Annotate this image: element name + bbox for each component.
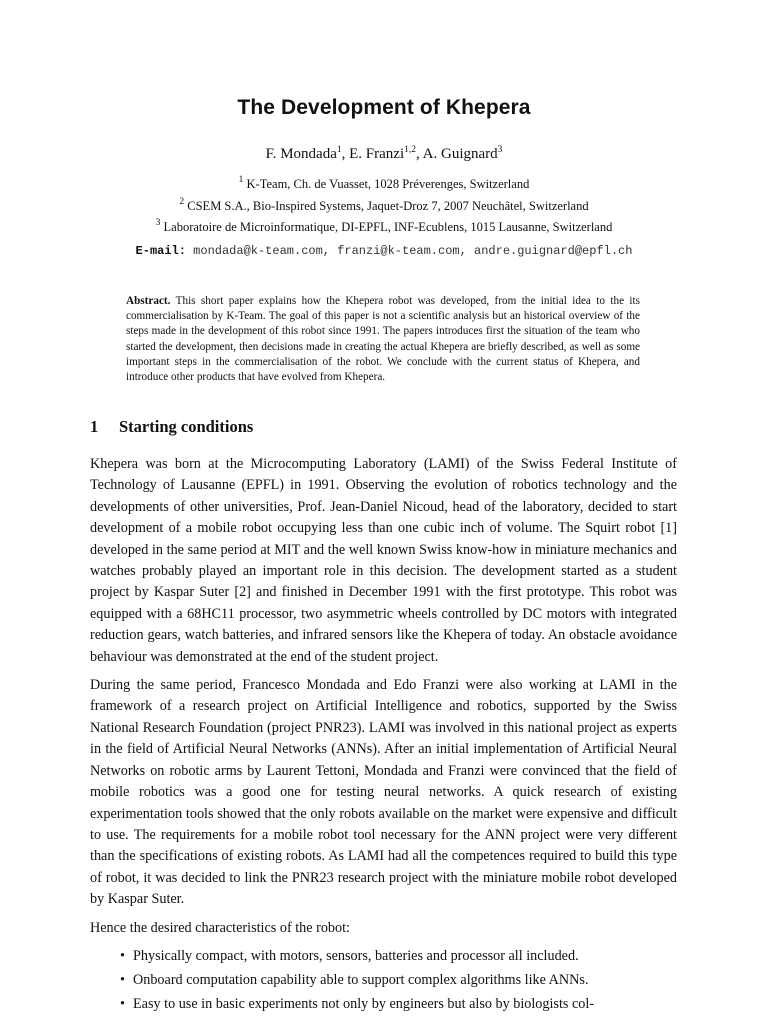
- body-paragraph: During the same period, Francesco Mondada and Edo Franzi were also working at LAMI in the framework of a research project on Artificial Intelligence and robotics, supported by the Swiss National Research Foundation (project PNR23). LAMI was involved in this national project as experts in the field of Artificial Neural Networks (ANNs). After an initial implementation of Artificial Neural Networks on robotic arms by Laurent Tettoni, Mondada and Franzi were convinced that the field of mobile robotics was a good one for testing neural networks. A quick research of existing experimentation tools showed that the only robots available on the market were expensive and difficult to use. The requirements for a mobile robot tool necessary for the ANN project were very different than the specifications of existing robots. As LAMI had all the competences required to build this type of robot, it was decided to link the PNR23 research project with the miniature mobile robot developed by Kaspar Suter.: [90, 677, 677, 908]
- affiliation-text: Laboratoire de Microinformatique, DI-EPFL, INF-Ecublens, 1015 Lausanne, Switzerland: [163, 220, 613, 234]
- author-name: E. Franzi: [349, 146, 405, 162]
- affiliation-marker: 2: [179, 197, 185, 207]
- affiliation-3: [0, 220, 768, 235]
- paper-title: The Development of Khepera: [237, 96, 531, 119]
- list-item: [90, 970, 677, 991]
- list-item-text: Physically compact, with motors, sensors, batteries and processor all included.: [133, 947, 579, 964]
- list-item: [90, 994, 677, 1015]
- list-item: [90, 946, 677, 967]
- bullet-icon: •: [120, 947, 125, 964]
- author-affiliation-marker: 1,2: [404, 145, 416, 155]
- abstract-text: This short paper explains how the Khepera robot was developed, from the initial idea to the its commercialisation by K-Team. The goal of this paper is not a scientific analysis but an historical overview of the steps made in the development of this robot since 1991. The papers introduces first the situation of the team who started the development, then decisions made in creating the actual Khepera are briefly described, as well as some important steps in the commercialisation of the robot. We conclude with the current status of Khepera, and introduce other products that have evolved from Khepera.: [126, 295, 640, 384]
- affiliation-marker: 1: [238, 175, 244, 185]
- abstract-label: Abstract.: [126, 295, 171, 307]
- section-body: [90, 454, 677, 1018]
- affiliation-text: K-Team, Ch. de Vuasset, 1028 Préverenges, Switzerland: [246, 177, 530, 191]
- abstract: [126, 294, 640, 385]
- author-separator: ,: [415, 146, 423, 162]
- body-paragraph: Hence the desired characteristics of the robot:: [90, 919, 350, 936]
- section-heading: [90, 417, 253, 437]
- author-affiliation-marker: 3: [497, 145, 503, 155]
- affiliation-2: [0, 199, 768, 214]
- author-name: A. Guignard: [422, 146, 498, 162]
- email-label: E-mail:: [135, 244, 186, 258]
- characteristics-list: [90, 946, 677, 1015]
- author-list: [0, 146, 768, 163]
- author-separator: ,: [341, 146, 350, 162]
- bullet-icon: •: [120, 971, 125, 988]
- list-item-text: Easy to use in basic experiments not only by engineers but also by biologists col-: [133, 995, 595, 1012]
- section-title: Starting conditions: [119, 417, 254, 436]
- affiliation-1: [0, 177, 768, 192]
- affiliation-text: CSEM S.A., Bio-Inspired Systems, Jaquet-Droz 7, 2007 Neuchâtel, Switzerland: [187, 199, 589, 213]
- email-line: [0, 244, 768, 258]
- body-paragraph: Khepera was born at the Microcomputing Laboratory (LAMI) of the Swiss Federal Institute of Technology of Lausanne (EPFL) in 1991. Observing the evolution of robotics technology and the developments of other universities, Prof. Jean-Daniel Nicoud, head of the laboratory, decided to start development of a mobile robot occupying less than one cubic inch of volume. The Squirt robot [1] developed in the same period at MIT and the well known Swiss know-how in miniature mechanics and watches probably played an important role in this decision. The development started as a student project by Kaspar Suter [2] and finished in December 1991 with the first prototype. This robot was equipped with a 68HC11 processor, two asymmetric wheels controlled by DC motors with integrated reduction gears, watch batteries, and infrared sensors like the Khepera of today. An obstacle avoidance behaviour was demonstrated at the end of the student project.: [90, 456, 677, 665]
- section-number: 1: [90, 417, 99, 436]
- author-name: F. Mondada: [265, 146, 337, 162]
- email-addresses[interactable]: mondada@k-team.com, franzi@k-team.com, andre.guignard@epfl.ch: [193, 244, 633, 258]
- affiliation-marker: 3: [155, 218, 161, 228]
- list-item-text: Onboard computation capability able to support complex algorithms like ANNs.: [133, 971, 589, 988]
- bullet-icon: •: [120, 995, 125, 1012]
- author-affiliation-marker: 1: [336, 145, 342, 155]
